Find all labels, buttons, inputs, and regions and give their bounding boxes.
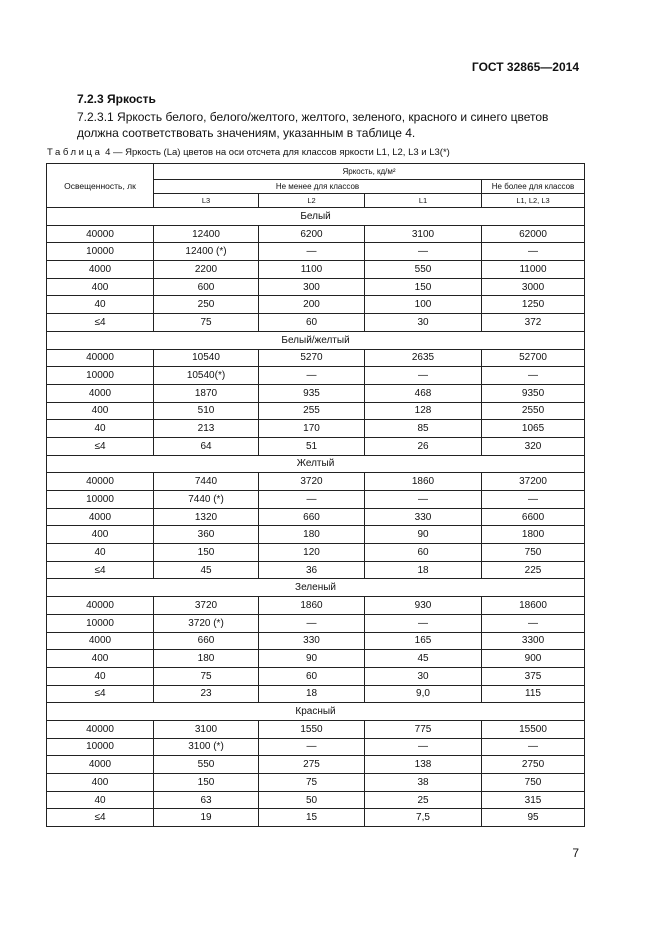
table-row xyxy=(47,774,585,792)
illuminance-cell: 400 xyxy=(47,650,154,668)
luminance-cell: 300 xyxy=(259,278,365,296)
luminance-cell: 180 xyxy=(259,526,365,544)
color-group-label: Зеленый xyxy=(47,579,585,597)
illuminance-cell: ≤4 xyxy=(47,685,154,703)
illuminance-cell: 400 xyxy=(47,774,154,792)
color-group-row xyxy=(47,331,585,349)
luminance-cell: 750 xyxy=(482,774,585,792)
luminance-cell: 5270 xyxy=(259,349,365,367)
table-caption xyxy=(47,147,450,158)
luminance-cell: 63 xyxy=(154,791,259,809)
luminance-cell: 750 xyxy=(482,544,585,562)
table-row xyxy=(47,650,585,668)
luminance-cell: 1860 xyxy=(259,597,365,615)
illuminance-cell: 4000 xyxy=(47,384,154,402)
luminance-cell: 6600 xyxy=(482,508,585,526)
luminance-cell: 468 xyxy=(365,384,482,402)
luminance-cell: — xyxy=(259,243,365,261)
luminance-cell: 2550 xyxy=(482,402,585,420)
luminance-cell: 52700 xyxy=(482,349,585,367)
table-row xyxy=(47,384,585,402)
luminance-cell: 550 xyxy=(365,261,482,279)
luminance-cell: — xyxy=(259,367,365,385)
luminance-cell: 600 xyxy=(154,278,259,296)
luminance-cell: 165 xyxy=(365,632,482,650)
color-group-label: Желтый xyxy=(47,455,585,473)
luminance-cell: 2635 xyxy=(365,349,482,367)
illuminance-cell: 40000 xyxy=(47,473,154,491)
luminance-cell: 15500 xyxy=(482,720,585,738)
luminance-cell: 250 xyxy=(154,296,259,314)
luminance-cell: 9350 xyxy=(482,384,585,402)
luminance-cell: 213 xyxy=(154,420,259,438)
luminance-cell: 7,5 xyxy=(365,809,482,827)
luminance-cell: 375 xyxy=(482,667,585,685)
document-code: ГОСТ 32865—2014 xyxy=(471,60,579,74)
table-row xyxy=(47,437,585,455)
luminance-cell: 1550 xyxy=(259,720,365,738)
luminance-cell: 25 xyxy=(365,791,482,809)
luminance-cell: — xyxy=(482,367,585,385)
illuminance-cell: 400 xyxy=(47,278,154,296)
luminance-cell: 18 xyxy=(259,685,365,703)
luminance-cell: 7440 xyxy=(154,473,259,491)
luminance-cell: 225 xyxy=(482,561,585,579)
illuminance-cell: 10000 xyxy=(47,614,154,632)
table-row xyxy=(47,791,585,809)
illuminance-cell: 4000 xyxy=(47,508,154,526)
luminance-cell: — xyxy=(259,738,365,756)
luminance-cell: 138 xyxy=(365,756,482,774)
luminance-cell: 1860 xyxy=(365,473,482,491)
table-row xyxy=(47,225,585,243)
luminance-cell: 36 xyxy=(259,561,365,579)
color-group-label: Белый xyxy=(47,208,585,226)
luminance-cell: 320 xyxy=(482,437,585,455)
color-group-row xyxy=(47,579,585,597)
luminance-cell: 3720 (*) xyxy=(154,614,259,632)
luminance-cell: 75 xyxy=(154,314,259,332)
table-row xyxy=(47,349,585,367)
luminance-cell: 95 xyxy=(482,809,585,827)
table-row xyxy=(47,420,585,438)
luminance-cell: 775 xyxy=(365,720,482,738)
luminance-cell: 315 xyxy=(482,791,585,809)
class-header: L1, L2, L3 xyxy=(482,194,585,208)
luminance-cell: 62000 xyxy=(482,225,585,243)
luminance-cell: 37200 xyxy=(482,473,585,491)
class-header: L3 xyxy=(154,194,259,208)
luminance-cell: 2750 xyxy=(482,756,585,774)
luminance-cell: 1100 xyxy=(259,261,365,279)
page-number: 7 xyxy=(572,846,579,860)
illuminance-cell: ≤4 xyxy=(47,314,154,332)
luminance-cell: 18 xyxy=(365,561,482,579)
class-header: L1 xyxy=(365,194,482,208)
luminance-cell: 1250 xyxy=(482,296,585,314)
luminance-cell: 9,0 xyxy=(365,685,482,703)
table-row xyxy=(47,367,585,385)
luminance-cell: 60 xyxy=(259,667,365,685)
table-row xyxy=(47,614,585,632)
illuminance-cell: 40000 xyxy=(47,720,154,738)
illuminance-cell: 4000 xyxy=(47,632,154,650)
table-row xyxy=(47,526,585,544)
table-row xyxy=(47,243,585,261)
table-row xyxy=(47,314,585,332)
luminance-cell: 935 xyxy=(259,384,365,402)
color-group-row xyxy=(47,455,585,473)
luminance-cell: 60 xyxy=(259,314,365,332)
luminance-cell: — xyxy=(365,367,482,385)
illuminance-cell: 10000 xyxy=(47,738,154,756)
luminance-cell: 200 xyxy=(259,296,365,314)
luminance-cell: 10540(*) xyxy=(154,367,259,385)
luminance-cell: 900 xyxy=(482,650,585,668)
table-row xyxy=(47,809,585,827)
table-row xyxy=(47,738,585,756)
table-row xyxy=(47,296,585,314)
color-group-row xyxy=(47,703,585,721)
luminance-cell: 150 xyxy=(154,774,259,792)
luminance-cell: 1065 xyxy=(482,420,585,438)
luminance-cell: 30 xyxy=(365,314,482,332)
illuminance-cell: 10000 xyxy=(47,367,154,385)
table-row xyxy=(47,720,585,738)
luminance-cell: 23 xyxy=(154,685,259,703)
luminance-cell: 75 xyxy=(259,774,365,792)
luminance-cell: 660 xyxy=(259,508,365,526)
luminance-cell: 19 xyxy=(154,809,259,827)
table-row xyxy=(47,278,585,296)
table-row xyxy=(47,473,585,491)
luminance-cell: — xyxy=(365,614,482,632)
luminance-cell: 6200 xyxy=(259,225,365,243)
luminance-cell: 10540 xyxy=(154,349,259,367)
luminance-cell: 90 xyxy=(365,526,482,544)
illuminance-cell: 4000 xyxy=(47,756,154,774)
luminance-cell: — xyxy=(482,243,585,261)
table-header xyxy=(47,164,585,208)
luminance-cell: 3720 xyxy=(154,597,259,615)
illuminance-cell: 10000 xyxy=(47,491,154,509)
class-header: L2 xyxy=(259,194,365,208)
luminance-cell: 51 xyxy=(259,437,365,455)
luminance-cell: — xyxy=(365,738,482,756)
section-paragraph: 7.2.3.1 Яркость белого, белого/желтого, желтого, зеленого, красного и синего цветов должна соответствовать значениям, указанным в таблице 4. xyxy=(77,110,549,140)
table-row xyxy=(47,632,585,650)
luminance-cell: 100 xyxy=(365,296,482,314)
luminance-cell: 30 xyxy=(365,667,482,685)
color-group-label: Белый/желтый xyxy=(47,331,585,349)
luminance-cell: 510 xyxy=(154,402,259,420)
max-classes-header: Не более для классов xyxy=(482,180,585,194)
table-row xyxy=(47,756,585,774)
luminance-cell: 11000 xyxy=(482,261,585,279)
luminance-cell: 255 xyxy=(259,402,365,420)
luminance-cell: 372 xyxy=(482,314,585,332)
luminance-cell: 15 xyxy=(259,809,365,827)
min-classes-header: Не менее для классов xyxy=(154,180,482,194)
color-group-label: Красный xyxy=(47,703,585,721)
luminance-cell: 1800 xyxy=(482,526,585,544)
luminance-cell: 45 xyxy=(154,561,259,579)
illuminance-cell: 40 xyxy=(47,420,154,438)
luminance-cell: 128 xyxy=(365,402,482,420)
luminance-cell: 3100 xyxy=(154,720,259,738)
table-row xyxy=(47,544,585,562)
luminance-header: Яркость, кд/м² xyxy=(154,164,585,180)
caption-label: Таблица xyxy=(47,147,103,158)
luminance-cell: — xyxy=(365,491,482,509)
luminance-cell: 85 xyxy=(365,420,482,438)
luminance-cell: 12400 (*) xyxy=(154,243,259,261)
luminance-cell: 1870 xyxy=(154,384,259,402)
luminance-cell: 1320 xyxy=(154,508,259,526)
luminance-cell: 330 xyxy=(365,508,482,526)
luminance-cell: 115 xyxy=(482,685,585,703)
luminance-cell: — xyxy=(259,614,365,632)
luminance-cell: 2200 xyxy=(154,261,259,279)
color-group-row xyxy=(47,208,585,226)
illuminance-cell: 400 xyxy=(47,402,154,420)
table-row xyxy=(47,261,585,279)
illuminance-cell: 40 xyxy=(47,667,154,685)
luminance-table xyxy=(46,163,585,827)
luminance-cell: — xyxy=(482,491,585,509)
illuminance-cell: 40 xyxy=(47,791,154,809)
illuminance-cell: 400 xyxy=(47,526,154,544)
table-row xyxy=(47,491,585,509)
luminance-cell: 3100 (*) xyxy=(154,738,259,756)
luminance-cell: — xyxy=(482,614,585,632)
illuminance-cell: 4000 xyxy=(47,261,154,279)
illuminance-cell: 40000 xyxy=(47,225,154,243)
illuminance-cell: 40000 xyxy=(47,349,154,367)
luminance-cell: 60 xyxy=(365,544,482,562)
table-row xyxy=(47,685,585,703)
illuminance-cell: ≤4 xyxy=(47,561,154,579)
luminance-cell: 75 xyxy=(154,667,259,685)
illuminance-cell: 40 xyxy=(47,296,154,314)
luminance-cell: 360 xyxy=(154,526,259,544)
illuminance-cell: 40 xyxy=(47,544,154,562)
luminance-cell: 3720 xyxy=(259,473,365,491)
luminance-cell: — xyxy=(482,738,585,756)
table-row xyxy=(47,402,585,420)
illuminance-header: Освещенность, лк xyxy=(47,164,154,208)
luminance-cell: 90 xyxy=(259,650,365,668)
luminance-cell: 275 xyxy=(259,756,365,774)
table-row xyxy=(47,508,585,526)
luminance-cell: — xyxy=(259,491,365,509)
luminance-cell: 18600 xyxy=(482,597,585,615)
section-title: 7.2.3 Яркость xyxy=(77,92,156,106)
luminance-cell: 7440 (*) xyxy=(154,491,259,509)
table-body xyxy=(47,208,585,827)
illuminance-cell: 10000 xyxy=(47,243,154,261)
luminance-cell: 12400 xyxy=(154,225,259,243)
illuminance-cell: 40000 xyxy=(47,597,154,615)
luminance-cell: 50 xyxy=(259,791,365,809)
illuminance-cell: ≤4 xyxy=(47,437,154,455)
luminance-cell: 330 xyxy=(259,632,365,650)
luminance-cell: 45 xyxy=(365,650,482,668)
luminance-cell: 170 xyxy=(259,420,365,438)
caption-text: 4 — Яркость (La) цветов на оси отсчета для классов яркости L1, L2, L3 и L3(*) xyxy=(102,147,450,158)
luminance-cell: 38 xyxy=(365,774,482,792)
table-row xyxy=(47,597,585,615)
luminance-cell: 150 xyxy=(365,278,482,296)
luminance-cell: 930 xyxy=(365,597,482,615)
luminance-cell: 3100 xyxy=(365,225,482,243)
luminance-cell: 120 xyxy=(259,544,365,562)
luminance-cell: 64 xyxy=(154,437,259,455)
luminance-cell: 150 xyxy=(154,544,259,562)
luminance-cell: — xyxy=(365,243,482,261)
table-row xyxy=(47,561,585,579)
luminance-cell: 3300 xyxy=(482,632,585,650)
luminance-cell: 550 xyxy=(154,756,259,774)
illuminance-cell: ≤4 xyxy=(47,809,154,827)
luminance-cell: 660 xyxy=(154,632,259,650)
table-row xyxy=(47,667,585,685)
luminance-cell: 180 xyxy=(154,650,259,668)
luminance-cell: 26 xyxy=(365,437,482,455)
luminance-cell: 3000 xyxy=(482,278,585,296)
